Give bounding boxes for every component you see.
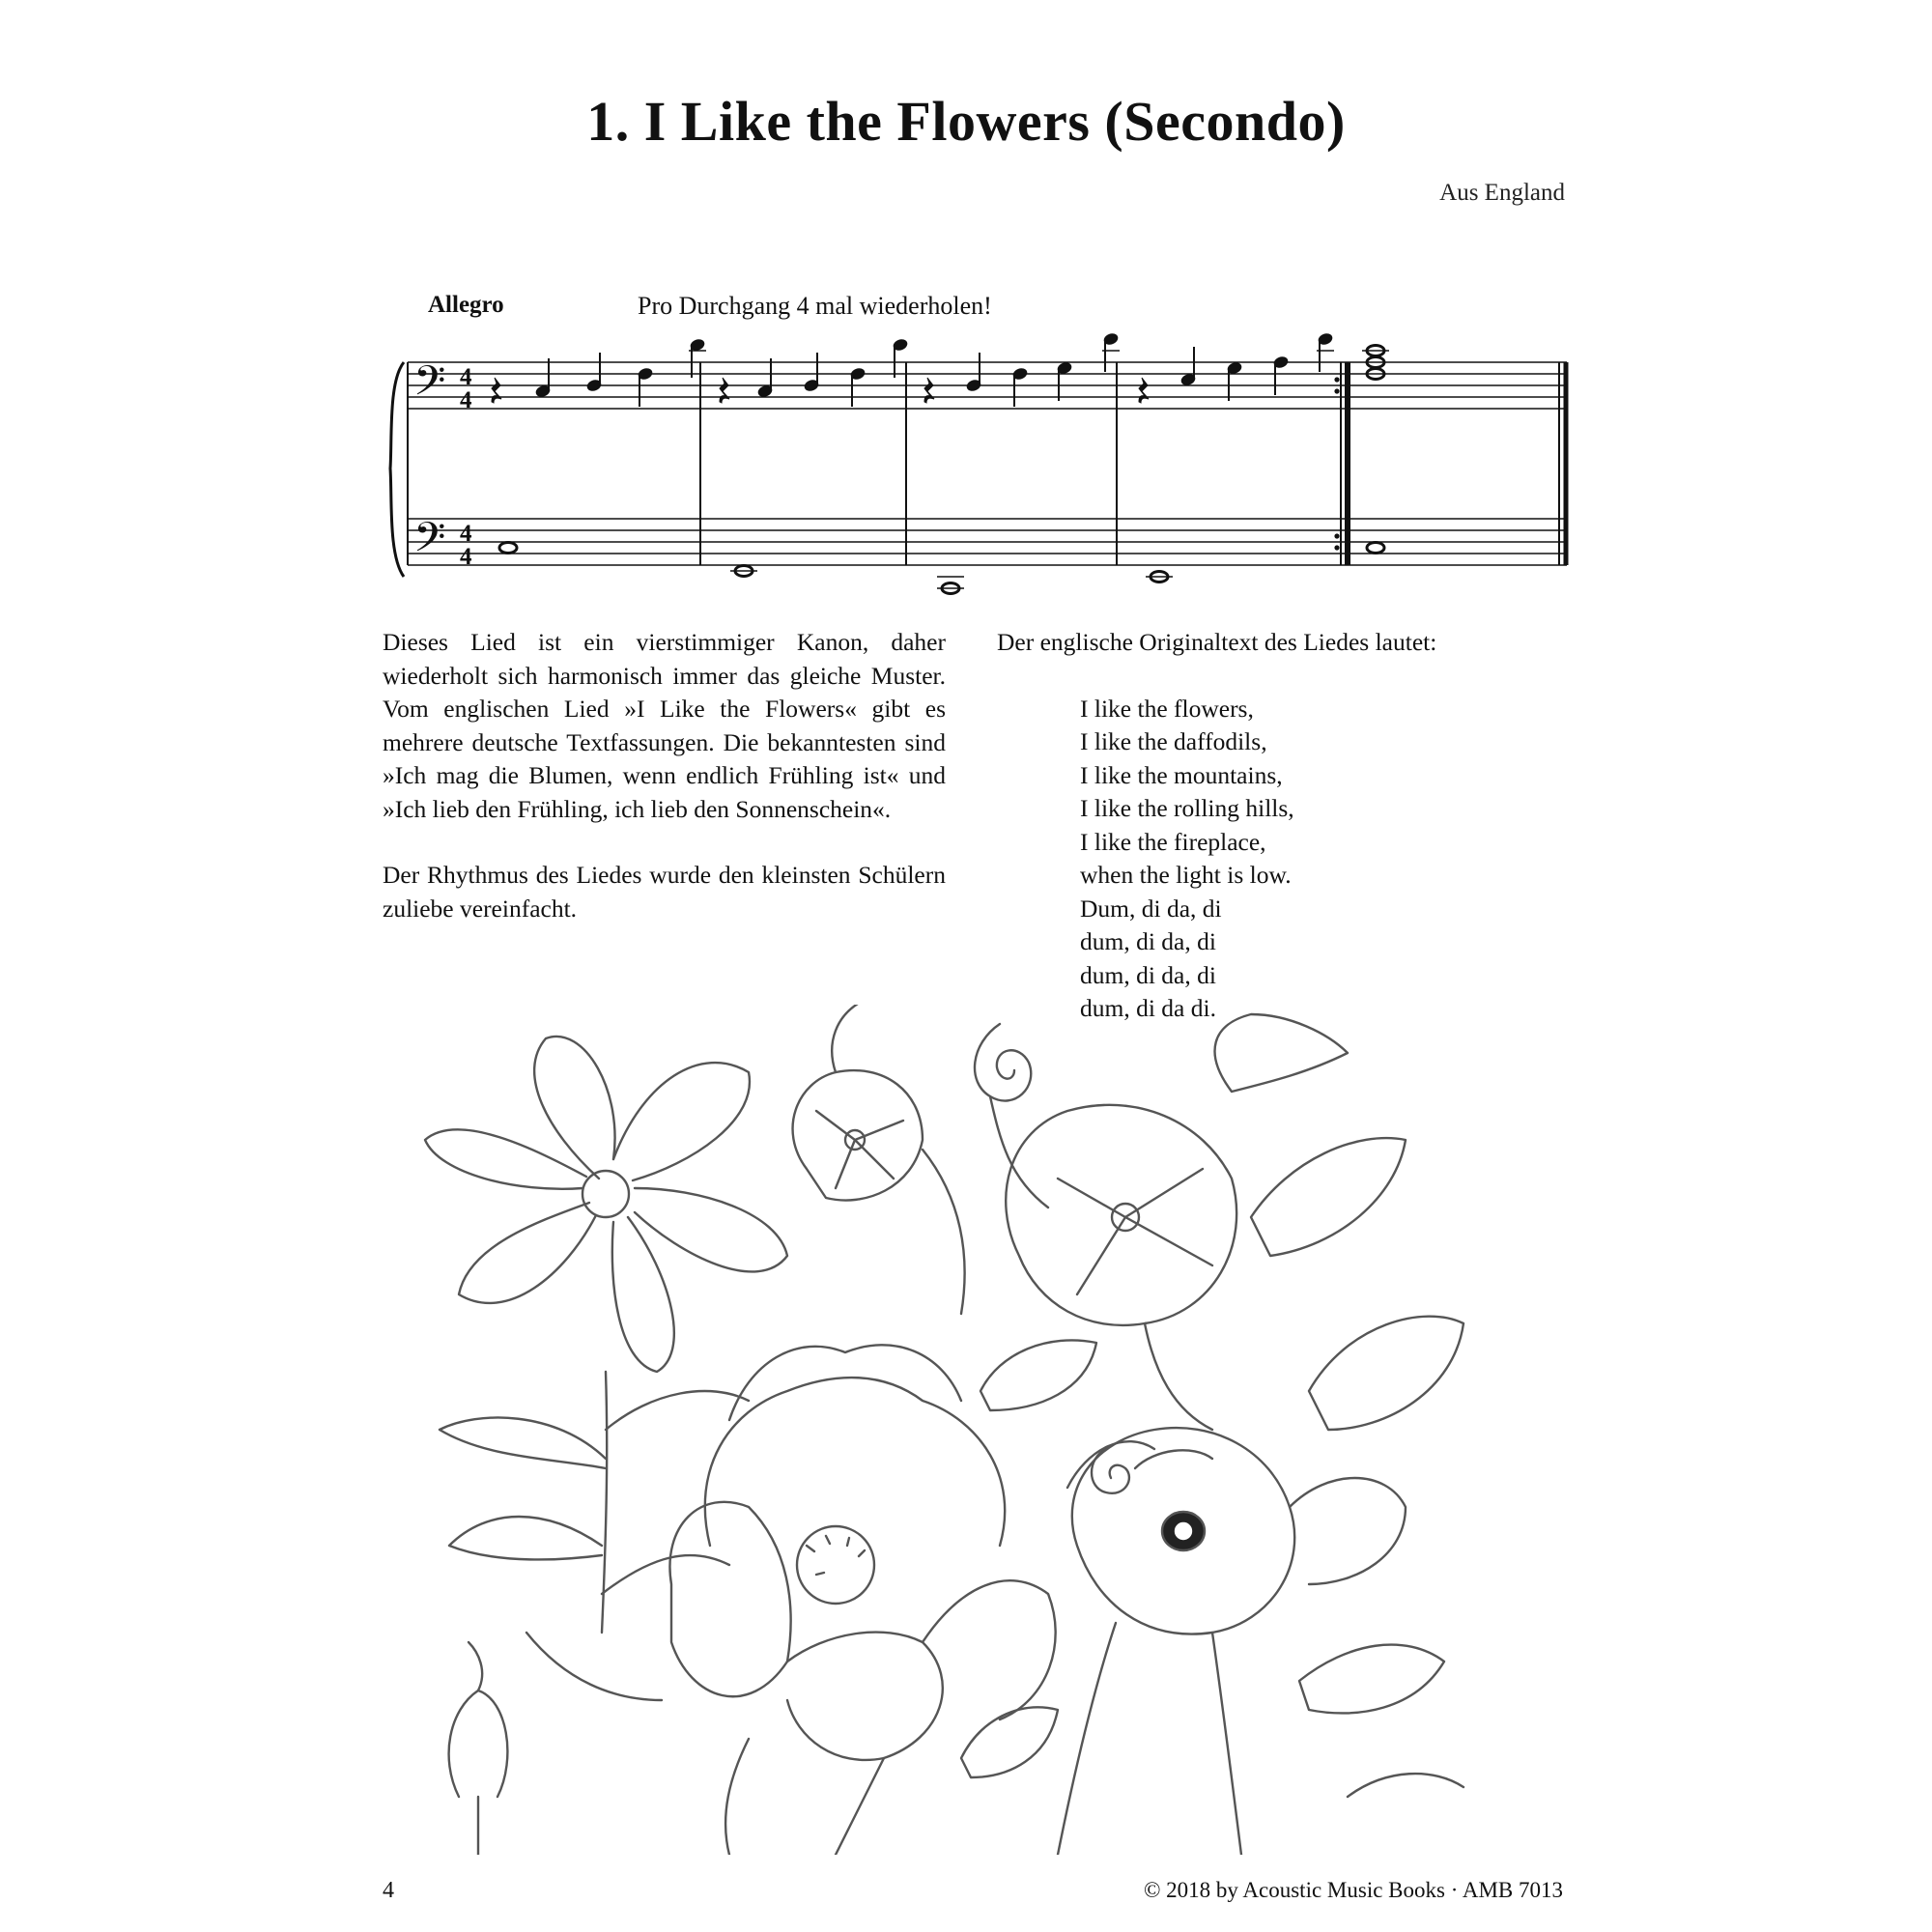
lyrics-list xyxy=(997,693,1577,1026)
copyright-notice: © 2018 by Acoustic Music Books · AMB 7013 xyxy=(1143,1878,1563,1902)
repeat-barline xyxy=(1348,362,1566,565)
lyric-line: I like the daffodils, xyxy=(1080,727,1267,755)
lower-staff xyxy=(408,519,1567,565)
page-number: 4 xyxy=(383,1878,394,1903)
lyric-line: dum, di da di. xyxy=(1080,994,1216,1022)
lyric-line: when the light is low. xyxy=(1080,861,1292,889)
lyric-line: I like the fireplace, xyxy=(1080,827,1266,856)
flowers-illustration xyxy=(382,1005,1579,1855)
lyric-line: I like the flowers, xyxy=(1080,694,1254,723)
repeat-instruction: Pro Durchgang 4 mal wiederholen! xyxy=(638,292,992,320)
lyric-line: dum, di da, di xyxy=(1080,927,1216,955)
bass-clef-upper: 𝄢 xyxy=(413,357,446,415)
repeat-dots xyxy=(1334,377,1339,550)
description-paragraph-2: Der Rhythmus des Liedes wurde den kleinsten Schülern zuliebe vereinfacht. xyxy=(383,861,946,923)
bud xyxy=(449,1642,508,1855)
lower-notes xyxy=(499,543,1384,594)
music-score xyxy=(386,324,1575,604)
upper-staff xyxy=(408,362,1567,409)
description-column xyxy=(383,626,946,958)
tendril-curl xyxy=(975,1024,1048,1208)
time-sig-upper-num: 4 xyxy=(460,364,472,390)
upper-notes xyxy=(492,332,1334,407)
lyrics-intro: Der englische Originaltext des Liedes lautet: xyxy=(997,628,1437,656)
time-sig-lower-num: 4 xyxy=(460,521,472,547)
bass-clef-lower: 𝄢 xyxy=(413,514,446,572)
poppy-flower-right xyxy=(1058,1428,1406,1855)
morning-glory-large xyxy=(1006,1105,1236,1430)
system-brace xyxy=(390,362,404,577)
daisy-flower xyxy=(425,1037,787,1633)
lyric-line: I like the rolling hills, xyxy=(1080,794,1294,822)
time-sig-upper-den: 4 xyxy=(460,387,472,413)
quarter-rest xyxy=(492,378,501,403)
barlines xyxy=(700,362,1341,565)
lyric-line: dum, di da, di xyxy=(1080,960,1216,989)
poppy-flower-center xyxy=(669,1345,1055,1855)
morning-glory-small xyxy=(793,1005,965,1314)
time-sig-lower-den: 4 xyxy=(460,544,472,570)
lyrics-column xyxy=(997,626,1577,1026)
lyric-line: Dum, di da, di xyxy=(1080,894,1222,923)
lyric-line: I like the mountains, xyxy=(1080,760,1283,789)
description-paragraph-1: Dieses Lied ist ein vierstimmiger Kanon, daher wiederholt sich harmonisch immer das gleiche Muster. Vom englischen Lied »I Like the Flowers« gibt es mehrere deutsche Textfassungen. Die bekanntesten sind »Ich mag die Blumen, wenn endlich Frühling ist« und »Ich lieb den Frühling, ich lieb den Sonnenschein«. xyxy=(383,628,946,823)
page-title: 1. I Like the Flowers (Secondo) xyxy=(586,90,1346,153)
tempo-marking: Allegro xyxy=(428,292,504,318)
song-origin: Aus England xyxy=(1439,180,1565,206)
